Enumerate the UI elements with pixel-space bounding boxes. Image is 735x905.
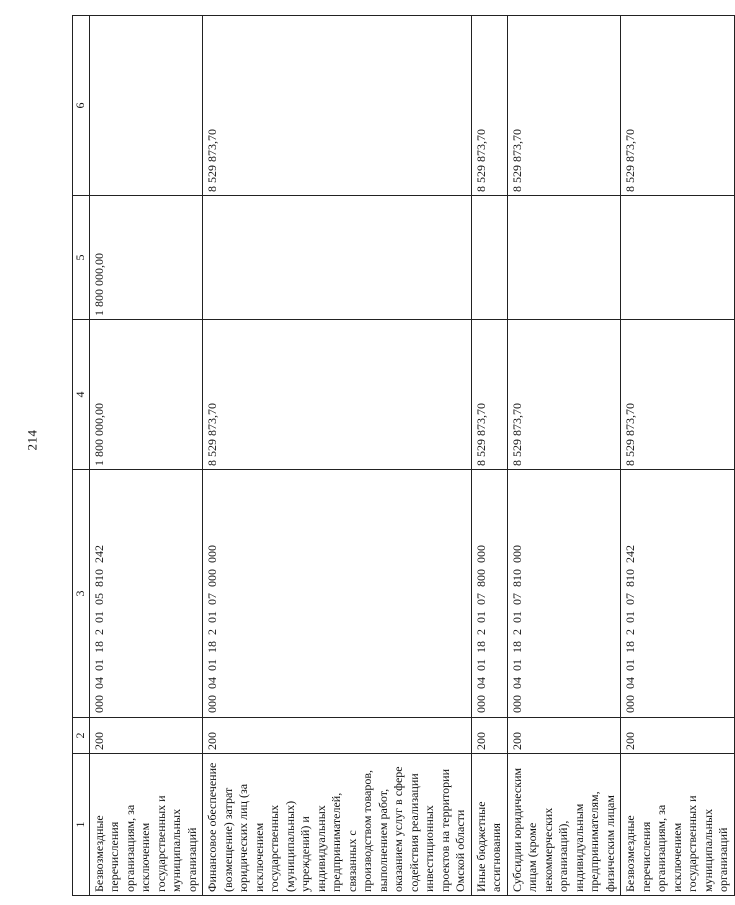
column-number: 4 — [73, 320, 90, 470]
table-row — [471, 16, 507, 896]
row-code-200: 200 — [471, 718, 507, 754]
column-number: 5 — [73, 196, 90, 320]
row-name: Безвозмездные перечисления организациям, за исключением государственных и муниципальных организаций — [89, 754, 203, 896]
column-number: 6 — [73, 16, 90, 196]
row-code-200: 200 — [89, 718, 203, 754]
table-row — [89, 16, 203, 896]
budget-classification-code: 000 04 01 18 2 01 07 810 000 — [507, 470, 621, 718]
budget-classification-code: 000 04 01 18 2 01 07 800 000 — [471, 470, 507, 718]
column-number: 1 — [73, 754, 90, 896]
table-row — [203, 16, 472, 896]
amount-total: 1 800 000,00 — [89, 320, 203, 470]
row-code-200: 200 — [621, 718, 735, 754]
column-number: 3 — [73, 470, 90, 718]
amount-total: 8 529 873,70 — [203, 320, 472, 470]
amount-total: 8 529 873,70 — [471, 320, 507, 470]
budget-classification-code: 000 04 01 18 2 01 07 000 000 — [203, 470, 472, 718]
amount-col6 — [89, 16, 203, 196]
column-number: 2 — [73, 718, 90, 754]
amount-col5 — [507, 196, 621, 320]
row-code-200: 200 — [507, 718, 621, 754]
amount-col6: 8 529 873,70 — [471, 16, 507, 196]
amount-col5 — [621, 196, 735, 320]
row-code-200: 200 — [203, 718, 472, 754]
row-name: Иные бюджетные ассигнования — [471, 754, 507, 896]
row-name: Субсидии юридическим лицам (кроме некоммерческих организаций), индивидуальным предпринимателям, физическим лицам — [507, 754, 621, 896]
row-name: Безвозмездные перечисления организациям, за исключением государственных и муниципальных организаций — [621, 754, 735, 896]
amount-col6: 8 529 873,70 — [507, 16, 621, 196]
amount-col6: 8 529 873,70 — [203, 16, 472, 196]
rotated-table-wrapper — [72, 16, 730, 896]
column-number-row — [73, 16, 90, 896]
amount-total: 8 529 873,70 — [621, 320, 735, 470]
table-row — [507, 16, 621, 896]
budget-table — [72, 15, 735, 896]
amount-col5 — [471, 196, 507, 320]
amount-total: 8 529 873,70 — [507, 320, 621, 470]
row-name: Финансовое обеспечение (возмещение) затрат юридических лиц (за исключением государственных (муниципальных) учреждений) и индивидуальных предпринимателей, связанных с производством товаров, выполнением работ, оказанием услуг в сфере содействия реализации инвестиционных проектов на территории Омской области — [203, 754, 472, 896]
budget-classification-code: 000 04 01 18 2 01 05 810 242 — [89, 470, 203, 718]
amount-col6: 8 529 873,70 — [621, 16, 735, 196]
table-row — [621, 16, 735, 896]
page-number: 214 — [24, 429, 40, 451]
amount-col5 — [203, 196, 472, 320]
budget-classification-code: 000 04 01 18 2 01 07 810 242 — [621, 470, 735, 718]
amount-col5: 1 800 000,00 — [89, 196, 203, 320]
